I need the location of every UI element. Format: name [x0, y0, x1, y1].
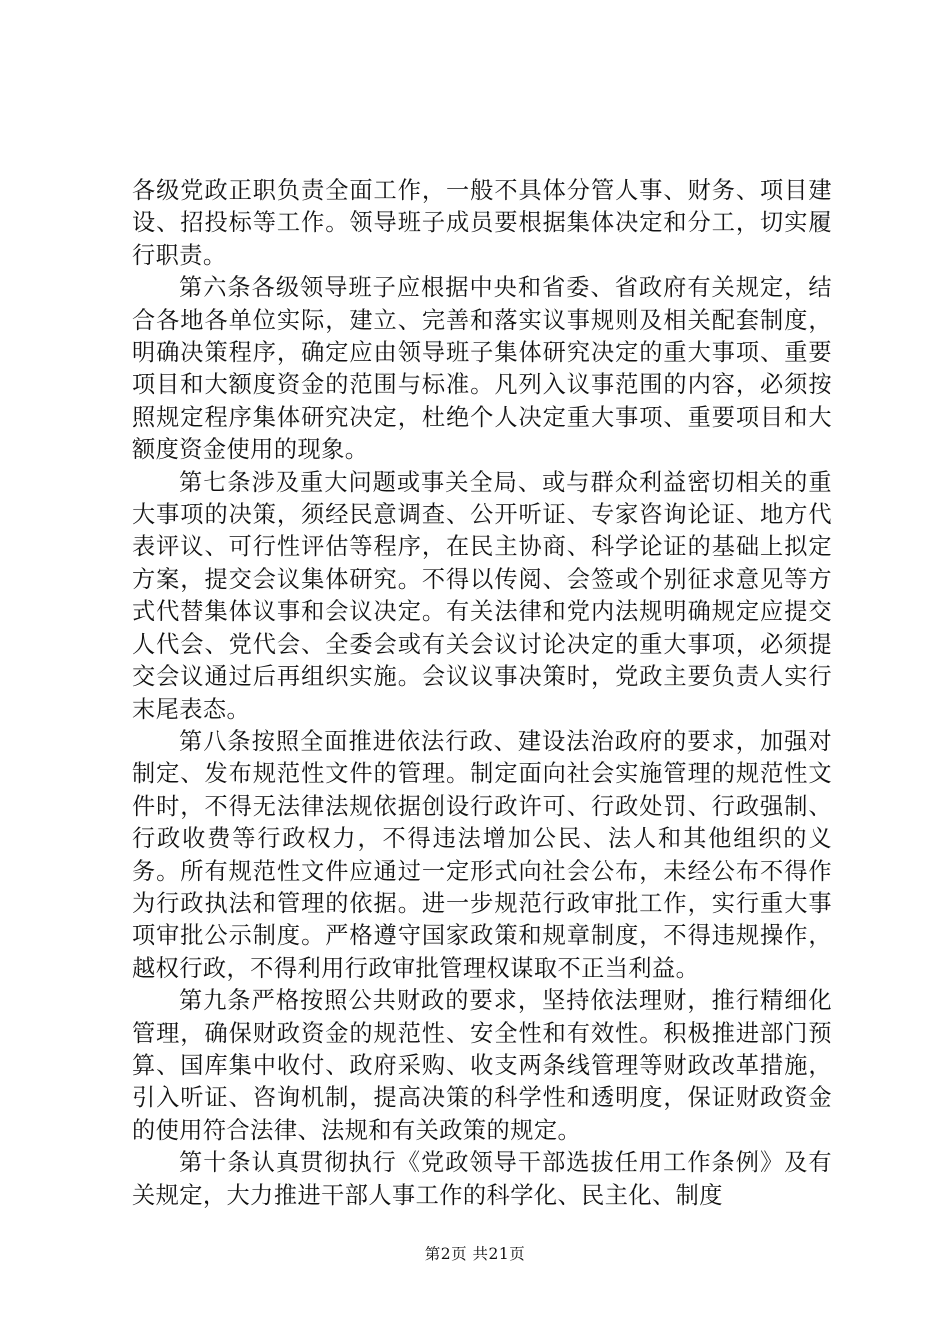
document-body [132, 175, 832, 1212]
paragraph-article-7: 第七条涉及重大问题或事关全局、或与群众利益密切相关的重大事项的决策，须经民意调查、公开听证、专家咨询论证、地方代表评议、可行性评估等程序，在民主协商、科学论证的基础上拟定方案，提交会议集体研究。不得以传阅、会签或个别征求意见等方式代替集体议事和会议决定。有关法律和党内法规明确规定应提交人代会、党代会、全委会或有关会议讨论决定的重大事项，必须提交会议通过后再组织实施。会议议事决策时，党政主要负责人实行末尾表态。 [132, 468, 832, 723]
paragraph-article-10: 第十条认真贯彻执行《党政领导干部选拔任用工作条例》及有关规定，大力推进干部人事工作的科学化、民主化、制度 [132, 1149, 832, 1209]
paragraph-article-6: 第六条各级领导班子应根据中央和省委、省政府有关规定，结合各地各单位实际，建立、完善和落实议事规则及相关配套制度，明确决策程序，确定应由领导班子集体研究决定的重大事项、重要项目和大额度资金的范围与标准。凡列入议事范围的内容，必须按照规定程序集体研究决定，杜绝个人决定重大事项、重要项目和大额度资金使用的现象。 [132, 274, 832, 464]
paragraph-article-9: 第九条严格按照公共财政的要求，坚持依法理财，推行精细化管理，确保财政资金的规范性、安全性和有效性。积极推进部门预算、国库集中收付、政府采购、收支两条线管理等财政改革措施，引入听证、咨询机制，提高决策的科学性和透明度，保证财政资金的使用符合法律、法规和有关政策的规定。 [132, 987, 832, 1144]
page-number-footer: 第2页 共21页 [424, 1245, 526, 1263]
paragraph-article-8: 第八条按照全面推进依法行政、建设法治政府的要求，加强对制定、发布规范性文件的管理。制定面向社会实施管理的规范性文件时，不得无法律法规依据创设行政许可、行政处罚、行政强制、行政收费等行政权力，不得违法增加公民、法人和其他组织的义务。所有规范性文件应通过一定形式向社会公布，未经公布不得作为行政执法和管理的依据。进一步规范行政审批工作，实行重大事项审批公示制度。严格遵守国家政策和规章制度，不得违规操作，越权行政，不得利用行政审批管理权谋取不正当利益。 [132, 727, 832, 982]
paragraph-continuation: 各级党政正职负责全面工作，一般不具体分管人事、财务、项目建设、招投标等工作。领导班子成员要根据集体决定和分工，切实履行职责。 [132, 177, 832, 269]
